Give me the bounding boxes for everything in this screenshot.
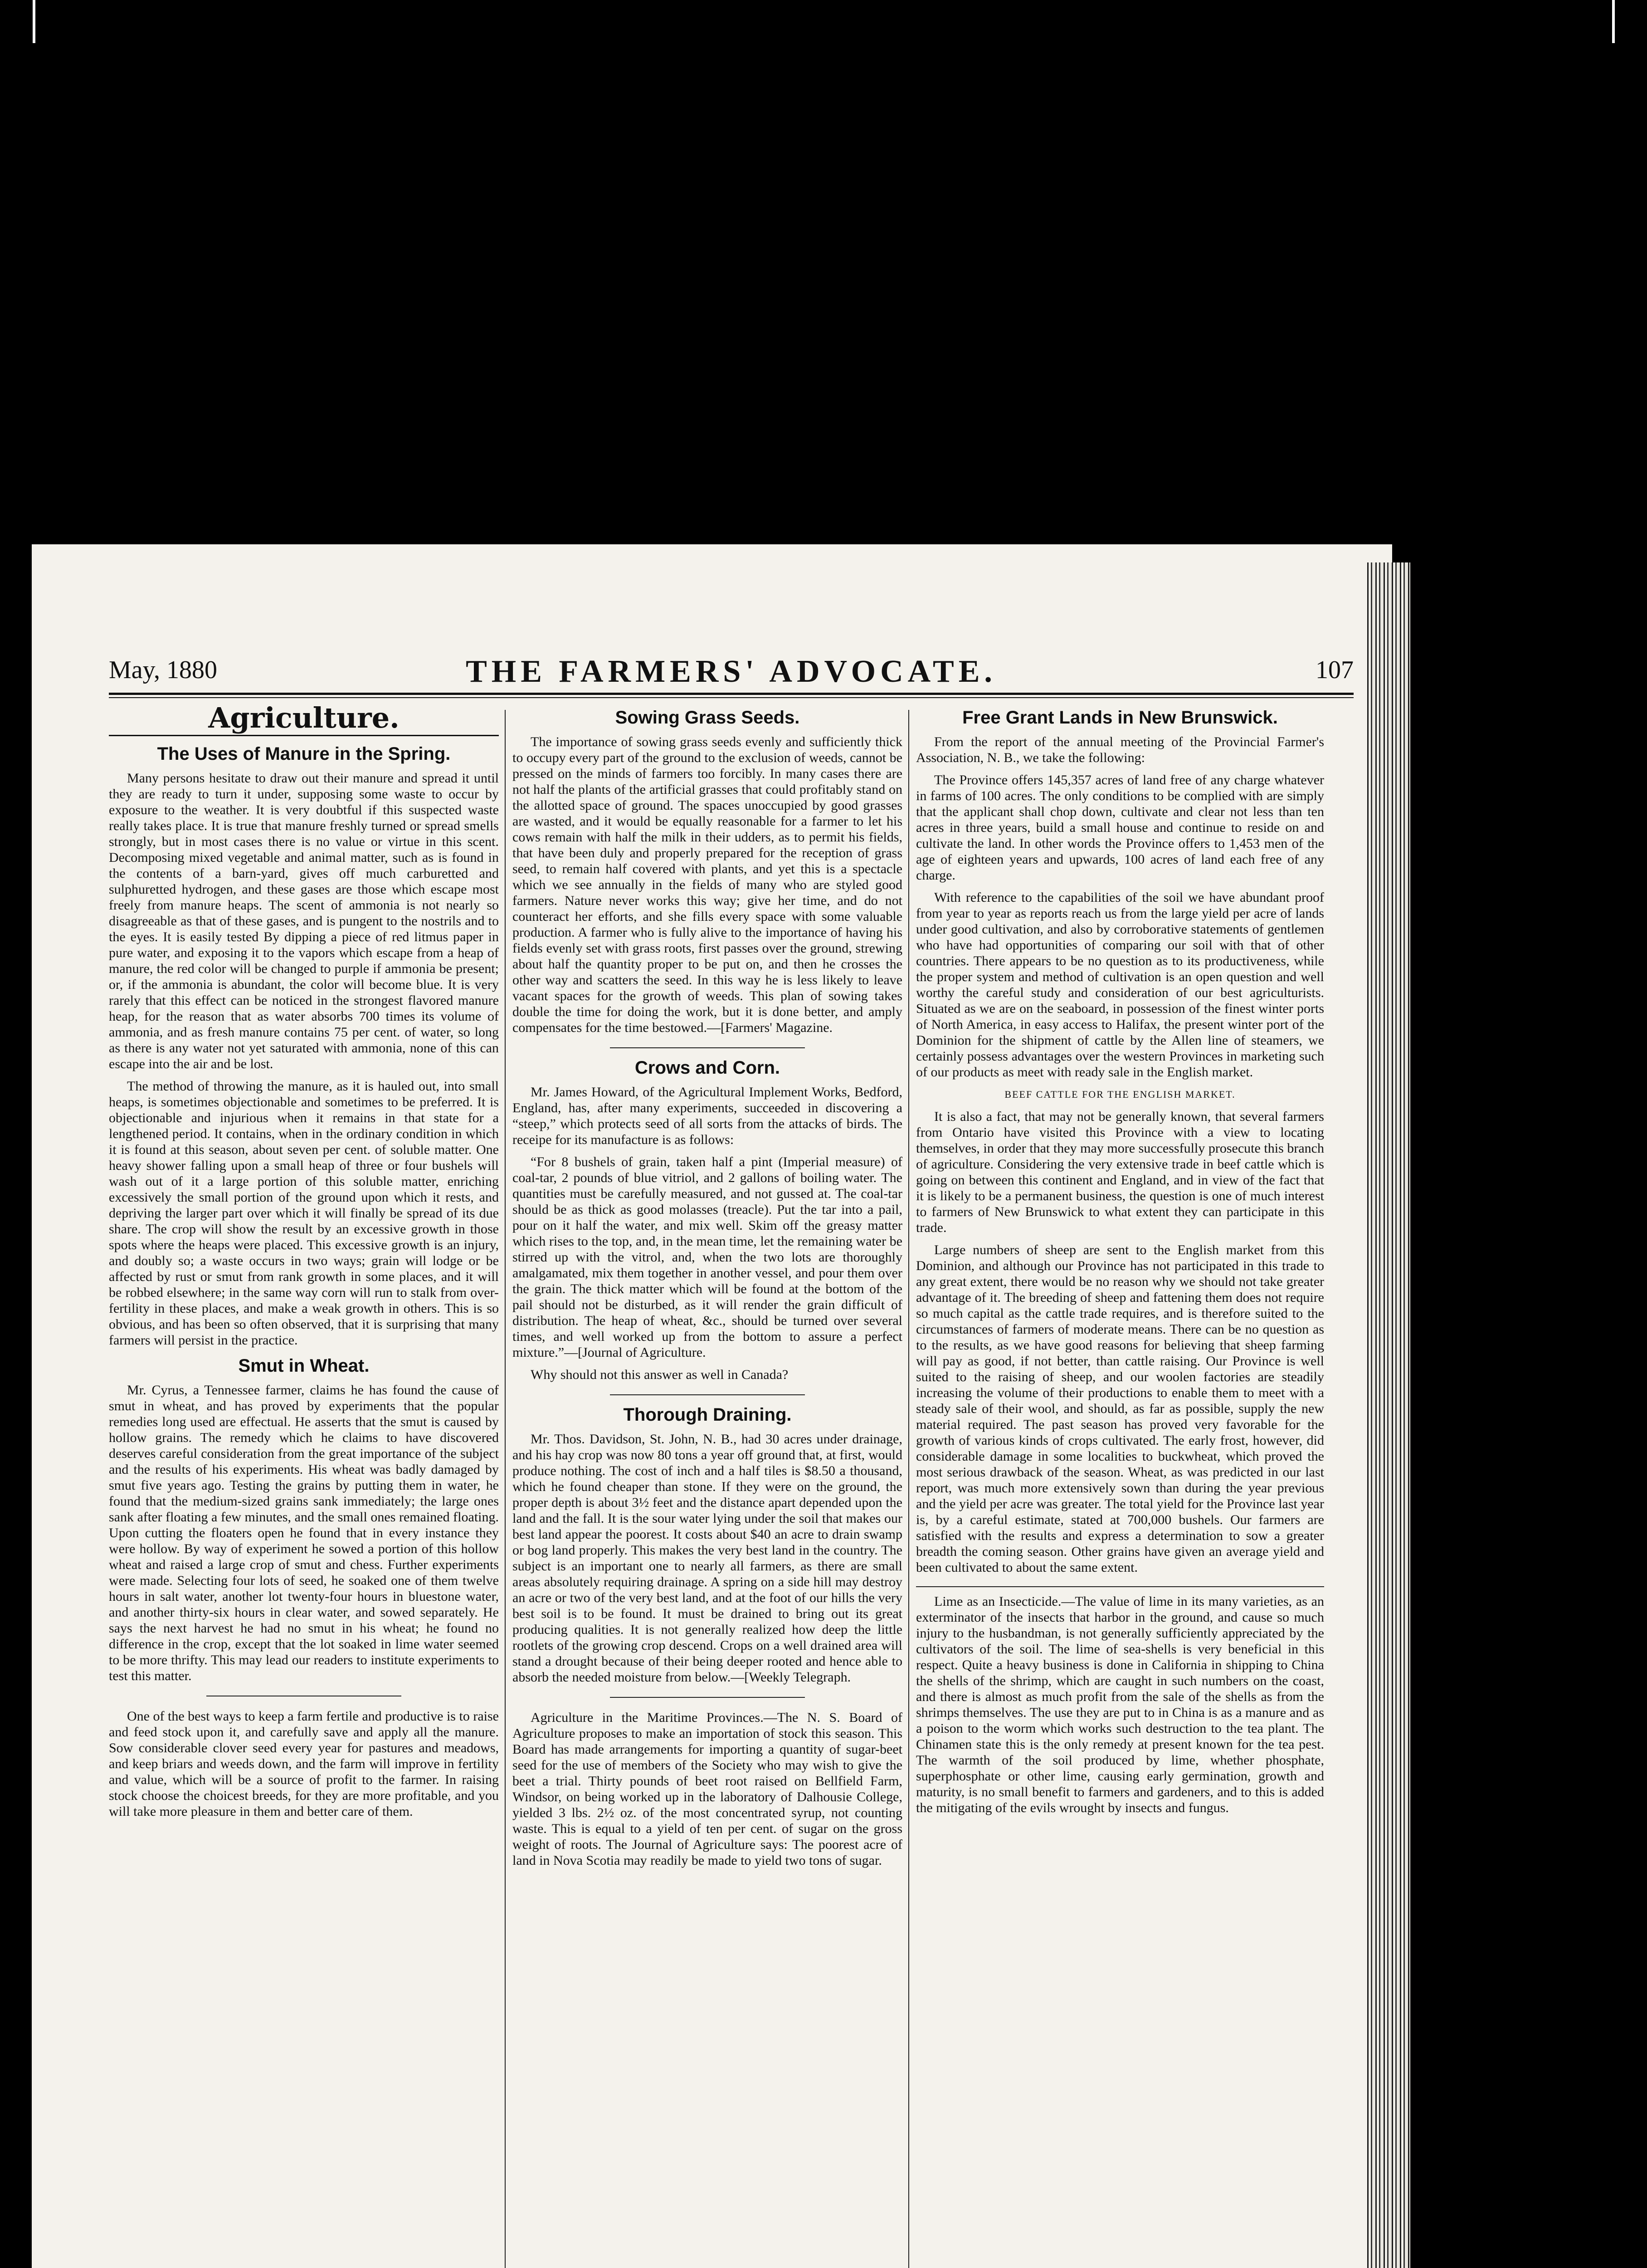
article-paragraph: With reference to the capabilities of the soil we have abundant proof from year to year as reports reach us from the large yield per acre of lands under good cultivation, and also by corroborative statements of gentlemen who have had opportunities of comparing our soil with that of other countries. There appears to be no question as to its productiveness, while the proper system and method of cultivation is an open question and well worthy the careful study and consideration of our best agriculturists. Situated as we are on the seaboard, in possession of the finest winter ports of North America, in easy access to Halifax, the present winter port of the Dominion for the shipment of cattle by the Allen line of steamers, we certainly possess advantages over the western Provinces in marketing such of our products as meet with ready sale in the English market.	[916, 890, 1324, 1080]
article-paragraph: From the report of the annual meeting of the Provincial Farmer's Association, N. B., we take the following:	[916, 734, 1324, 765]
article-paragraph: The method of throwing the manure, as it is hauled out, into small heaps, is sometimes objectionable and sometimes to be preferred. It is objectionable and injurious when it remains in that state for a lengthened period. It contains, when in the ordinary condition in which it is found at this season, about seven per cent. of soluble matter. One heavy shower falling upon a small heap of three or four bushels will wash out of it a large portion of this soluble matter, enriching excessively the small portion of the ground upon which it rests, and depriving the larger part over which it will finally be spread of its due share. The crop will show the result by an excessive growth in those spots where the heaps were placed. This excessive growth is an injury, and doubly so; a waste occurs in two ways; grain will lodge or be affected by rust or smut from rank growth in some places, and it will be robbed elsewhere; in the same way corn will run to stalk from over-fertility in these places, and make a weak growth in others. This is so obvious, and has been so often observed, that it is surprising that many farmers will persist in the practice.	[109, 1079, 499, 1348]
column-2	[512, 710, 902, 1875]
column-1	[109, 701, 499, 1826]
article-paragraph: Many persons hesitate to draw out their manure and spread it until they are ready to turn it under, supposing some waste to occur by exposure to the weather. It is very doubtful if this suspected waste really takes place. It is true that manure freshly turned or spread smells strongly, but in most cases there is no value or virtue in this scent. Decomposing mixed vegetable and animal matter, such as is found in the contents of a barn-yard, gives off much carburetted and sulphuretted hydrogen, and these gases are those which escape most freely from manure heaps. The scent of ammonia is not nearly so disagreeable as that of these gases, and is pungent to the nostrils and to the eyes. It is easily tested By dipping a piece of red litmus paper in pure water, and exposing it to the vapors which escape from a heap of manure, the red color will be changed to purple if ammonia be present; or, if the ammonia is abundant, the color will become blue. It is very rarely that this effect can be noticed in the strongest flavored manure heap, for the reason that as water absorbs 700 times its volume of ammonia, and as fresh manure contains 75 per cent. of water, so long as there is any water not yet saturated with ammonia, none of this can escape into the air and be lost.	[109, 771, 499, 1071]
article-title: Free Grant Lands in New Brunswick.	[962, 708, 1278, 728]
article-title: Sowing Grass Seeds.	[615, 708, 800, 728]
subheading: BEEF CATTLE FOR THE ENGLISH MARKET.	[1004, 1089, 1236, 1100]
separator	[610, 1047, 805, 1048]
article-paragraph: The importance of sowing grass seeds evenly and sufficiently thick to occupy every part of the ground to the exclusion of weeds, cannot be pressed on the minds of farmers too forcibly. In many cases there are not half the plants of the artificial grasses that could profitably stand on the allotted space of ground. The spaces unoccupied by good grasses are wasted, and it would be equally reasonable for a farmer to let his cows remain with half the milk in their udders, as to permit his fields, that have been duly and properly prepared for the reception of grass seed, to remain half covered with plants, and yet this is a spectacle which we see annually in the fields of many who are styled good farmers. Nature never works this way; give her time, and do not counteract her efforts, and she fills every space with some valuable production. A farmer who is fully alive to the importance of having his fields evenly set with grass roots, first passes over the ground, strewing about half the quantity proper to be put on, and then he crosses the other way and scatters the seed. In this way he is less likely to leave vacant spaces for the growth of weeds. This plan of sowing takes double the time for doing the work, but it is done better, and amply compensates for the time bestowed.—[Farmers' Magazine.	[512, 734, 902, 1035]
article-paragraph: Mr. Thos. Davidson, St. John, N. B., had 30 acres under drainage, and his hay crop was now 80 tons a year off ground that, at first, would produce nothing. The cost of inch and a half tiles is $8.50 a thousand, which he found cheaper than stone. If they were on the ground, the proper depth is about 3½ feet and the distance apart depended upon the land and the fall. It is the sour water lying under the soil that makes our best land appear the poorest. It costs about $40 an acre to drain swamp or bog land properly. This makes the very best land in the country. The subject is an important one to nearly all farmers, as there are small areas absolutely requiring drainage. A spring on a side hill may destroy an acre or two of the very best land, and at the foot of our hills the very best soil is to be found. It must be drained to bring out its great producing qualities. It is not generally realized how deep the little rootlets of the growing crop descend. Crops on a well drained area will stand a drought because of their being deeper rooted and hence able to absorb the needed moisture from below.—[Weekly Telegraph.	[512, 1432, 902, 1685]
page-number: 107	[1316, 656, 1354, 684]
separator	[610, 1394, 805, 1395]
article-paragraph: Large numbers of sheep are sent to the English market from this Dominion, and although our Province has not participated in this trade to any great extent, there would be no reason why we should not take greater advantage of it. The breeding of sheep and fattening them does not require so much capital as the cattle trade requires, and is therefore suited to the circumstances of farmers of moderate means. There can be no question as to the results, as we have good reasons for believing that sheep farming will pay as good, if not better, than cattle raising. Our Province is well suited to the raising of sheep, and our woolen factories are steadily increasing the volume of their productions to enable them to meet with a steady sale of their wool, and should, as far as possible, supply the new material required. The past season has proved very favorable for the growth of various kinds of crops cultivated. The early frost, however, did considerable damage in some localities to buckwheat, which proved the most serious drawback of the season. Wheat, as was predicted in our last report, was much more extensively sown than during the year previous and the yield per acre was greater. The total yield for the Province last year is, by a careful estimate, stated at 700,000 bushels. Our farmers are satisfied with the results and express a determination to sow a greater breadth the coming season. Other grains have given an average yield and been cultivated to about the same extent.	[916, 1242, 1324, 1575]
column-3	[916, 710, 1324, 1822]
column-divider	[908, 710, 909, 2268]
article-paragraph: Why should not this answer as well in Canada?	[531, 1367, 789, 1382]
article-paragraph: It is also a fact, that may not be generally known, that several farmers from Ontario have visited this Province with a view to locating themselves, in order that they may more successfully prosecute this branch of agriculture. Considering the very extensive trade in beef cattle which is going on between this continent and England, and in view of the fact that it is likely to be a permanent business, the question is one of much interest to farmers of New Brunswick to what extent they can participate in this trade.	[916, 1109, 1324, 1235]
article-paragraph: The Province offers 145,357 acres of land free of any charge whatever in farms of 100 acres. The only conditions to be complied with are simply that the applicant shall chop down, cultivate and clear not less than ten acres in three years, build a small house and continue to reside on and cultivate the land. In other words the Province offers to 1,453 men of the age of eighteen years and upwards, 100 acres of land each free of any charge.	[916, 772, 1324, 883]
column-divider	[505, 710, 506, 2268]
page-body	[109, 655, 1354, 2268]
section-rule	[109, 735, 499, 736]
scan-mark	[33, 0, 35, 43]
running-header	[109, 655, 1354, 692]
header-rule-thin	[109, 697, 1354, 698]
article-paragraph: “For 8 bushels of grain, taken half a pint (Imperial measure) of coal-tar, 2 pounds of blue vitriol, and 2 gallons of boiling water. The quantities must be carefully measured, and not gussed at. The coal-tar should be as thick as good molasses (treacle). Put the tar into a pail, pour on it half the water, and mix well. Skim off the greasy matter which rises to the top, and, in the mean time, let the remaining water be stirred up with the vitrol, and, when the two lots are thoroughly amalgamated, mix them together in another vessel, and pour them over the grain. The thick matter which will be found at the bottom of the pail should not be disturbed, as it will render the grain difficult of distribution. The heap of wheat, &c., should be turned over several times, and well worked up from the bottom to assure a perfect mixture.”—[Journal of Agriculture.	[512, 1154, 902, 1360]
article-title: The Uses of Manure in the Spring.	[157, 744, 451, 764]
note-box	[916, 1586, 1324, 1816]
note-paragraph: Lime as an Insecticide.—The value of lime in its many varieties, as an exterminator of the insects that harbor in the ground, and cause so much injury to the husbandman, is not generally sufficiently appreciated by the cultivators of the soil. The lime of sea-shells is very beneficial in this respect. Quite a heavy business is done in California in shipping to China the shells of the shrimp, which are caught in such numbers on the coast, and there is almost as much profit from the sale of the shells as from the shrimps themselves. The use they are put to in China is as a manure and as a poison to the worm which works such destruction to the tea plant. The Chinamen state this is the only remedy at present known for the tea pest. The warmth of the soil produced by lime, whether phosphate, superphosphate or other lime, causing early germination, growth and maturity, is no small benefit to farmers and gardeners, and to this is added the mitigating of the evils wrought by insects and fungus.	[916, 1594, 1324, 1815]
article-title: Crows and Corn.	[634, 1058, 780, 1078]
article-title: Thorough Draining.	[623, 1405, 792, 1425]
issue-date: May, 1880	[109, 656, 218, 684]
department-heading: Agriculture.	[208, 701, 400, 734]
note-paragraph: One of the best ways to keep a farm fertile and productive is to raise and feed stock upon it, and carefully save and apply all the manure. Sow considerable clover seed every year for pastures and meadows, and keep briars and weeds down, and the farm will improve in fertility and value, which will be a source of profit to the farmer. In raising stock choose the choicest breeds, for they are more profitable, and you will take more pleasure in them and better care of them.	[109, 1709, 499, 1819]
masthead-title: THE FARMERS' ADVOCATE.	[466, 654, 997, 689]
article-title: Smut in Wheat.	[238, 1356, 370, 1376]
article-paragraph: Mr. James Howard, of the Agricultural Implement Works, Bedford, England, has, after many experiments, succeeded in discovering a “steep,” which protects seed of all sorts from the attacks of birds. The receipe for its manufacture is as follows:	[512, 1085, 902, 1147]
scan-mark	[1612, 0, 1615, 43]
note-paragraph: Agriculture in the Maritime Provinces.—The N. S. Board of Agriculture proposes to make an importation of stock this season. This Board has made arrangements for importing a quantity of sugar-beet seed for the use of members of the Society who may wish to give the beet a trial. Thirty pounds of beet root raised on Bellfield Farm, Windsor, on being worked up in the laboratory of Dalhousie College, yielded 3 lbs. 2½ oz. of the most concentrated syrup, not counting waste. This is equal to a yield of ten per cent. of sugar on the gross weight of roots. The Journal of Agriculture says: The poorest acre of land in Nova Scotia may readily be made to yield two tons of sugar.	[512, 1710, 902, 1868]
separator	[610, 1697, 805, 1698]
header-rule	[109, 693, 1354, 695]
article-paragraph: Mr. Cyrus, a Tennessee farmer, claims he has found the cause of smut in wheat, and has proved by experiments that the popular remedies long used are effectual. He asserts that the smut is caused by hollow grains. The remedy which he claims to have discovered deserves careful consideration from the great importance of the subject and the results of his experiments. His wheat was badly damaged by smut five years ago. Testing the grains by putting them in water, he found that the medium-sized grains sank immediately; the large ones sank after floating a few minutes, and the small ones remained floating. Upon cutting the floaters open he found that in every instance they were hollow. By way of experiment he sowed a portion of this hollow wheat and raised a large crop of smut and chess. Further experiments were made. Selecting four lots of seed, he soaked one of them twelve hours in salt water, another lot twenty-four hours in bluestone water, and another thirty-six hours in clear water, and sowed separately. He says the next harvest he had no smut in his wheat; he found no difference in the crop, except that the lot soaked in lime water seemed to be more thrifty. This may lead our readers to institute experiments to test this matter.	[109, 1383, 499, 1683]
page-binding	[1367, 562, 1410, 2268]
